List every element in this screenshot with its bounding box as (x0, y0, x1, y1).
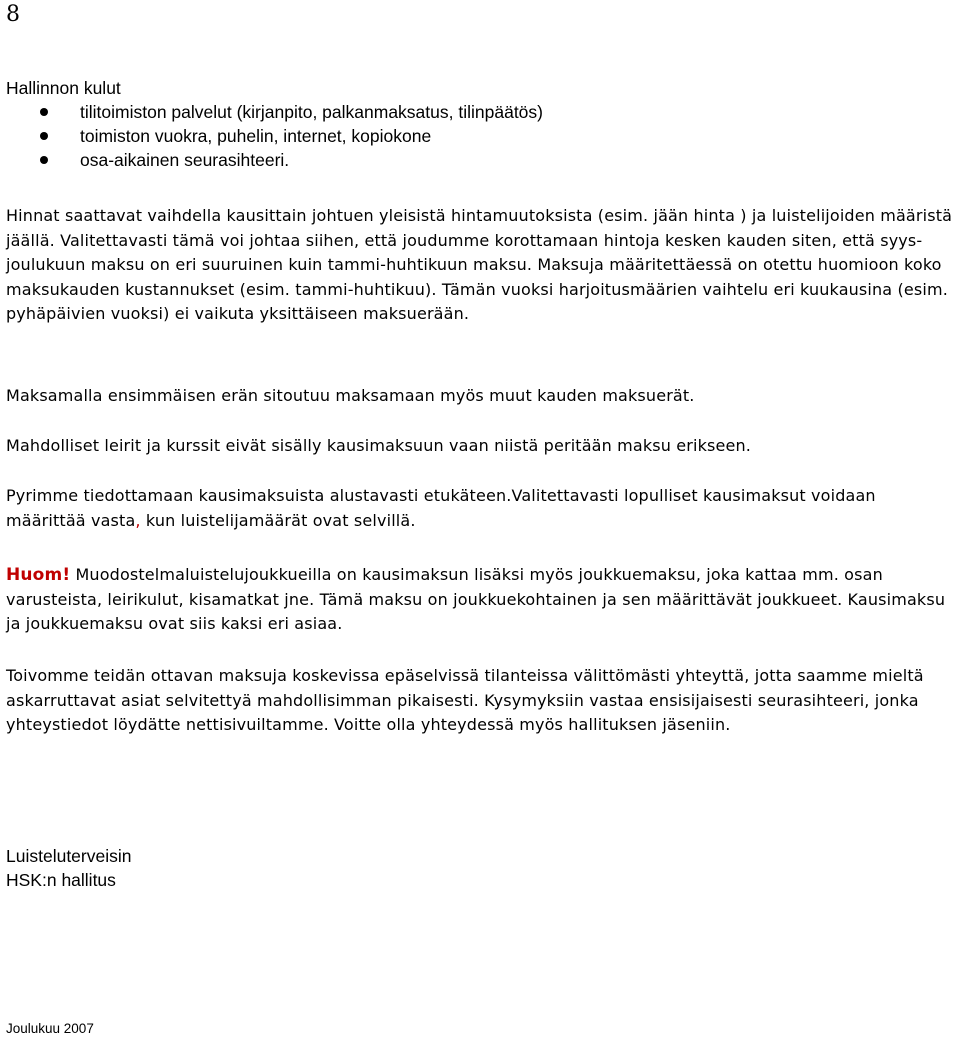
contact-paragraph: Toivomme teidän ottavan maksuja koskevissa epäselvissä tilanteissa välittömästi yhteyttä, jotta saamme mieltä askarruttavat asiat selvitettyä mahdollisimman pikaisesti. Kysymyksiin vastaa ensisijaisesti seurasihteeri, jonka yhteystiedot löydätte nettisivuiltamme. Voitte olla yhteydessä myös hallituksen jäseniin. (6, 666, 924, 734)
team-fee-text: Muodostelmaluistelujoukkueilla on kausimaksun lisäksi myös joukkuemaksu, joka kattaa mm. osan varusteista, leirikulut, kisamatkat jne. Tämä maksu on joukkuekohtainen ja sen määrittävät joukkueet. Kausimaksu ja joukkuemaksu ovat siis kaksi eri asiaa. (6, 565, 946, 633)
camps-paragraph: Mahdolliset leirit ja kurssit eivät sisälly kausimaksuun vaan niistä peritään maksu erikseen. (6, 436, 752, 455)
signature (6, 844, 956, 892)
bullet-icon (40, 156, 48, 164)
note-label: Huom! (6, 565, 71, 585)
page-number: 8 (6, 2, 20, 27)
signature-greeting: Luisteluterveisin (6, 846, 132, 866)
bullet-icon (40, 108, 48, 116)
bullet-icon (40, 132, 48, 140)
signature-sender: HSK:n hallitus (6, 870, 116, 890)
list-item-text: osa-aikainen seurasihteeri. (80, 150, 290, 170)
list-item-text: tilitoimiston palvelut (kirjanpito, palkanmaksatus, tilinpäätös) (80, 102, 543, 122)
advance-notice-text: Pyrimme tiedottamaan kausimaksuista alustavasti etukäteen.Valitettavasti lopulliset kausimaksut voidaan määrittää vasta (6, 486, 876, 530)
list-item-text: toimiston vuokra, puhelin, internet, kopiokone (80, 126, 432, 146)
list-item (40, 100, 543, 124)
list-item (40, 148, 543, 172)
advance-notice-text-end: kun luistelijamäärät ovat selvillä. (140, 510, 416, 530)
advance-notice-comma: , (135, 510, 141, 530)
list-item (40, 124, 543, 148)
commitment-paragraph: Maksamalla ensimmäisen erän sitoutuu maksamaan myös muut kauden maksuerät. (6, 386, 695, 405)
admin-costs-heading: Hallinnon kulut (6, 78, 121, 98)
admin-costs-list (40, 100, 543, 172)
advance-notice-paragraph (6, 484, 956, 533)
team-fee-paragraph (6, 563, 956, 637)
price-variation-paragraph: Hinnat saattavat vaihdella kausittain johtuen yleisistä hintamuutoksista (esim. jään hinta ) ja luistelijoiden määristä jäällä. Valitettavasti tämä voi johtaa siihen, että joudumme korottamaan hintoja kesken kauden siten, että syys-joulukuun maksu on eri suuruinen kuin tammi-huhtikuun maksu. Maksuja määritettäessä on otettu huomioon koko maksukauden kustannukset (esim. tammi-huhtikuu). Tämän vuoksi harjoitusmäärien vaihtelu eri kuukausina (esim. pyhäpäivien vuoksi) ei vaikuta yksittäiseen maksuerään. (6, 206, 953, 323)
footer-date: Joulukuu 2007 (6, 1021, 94, 1036)
